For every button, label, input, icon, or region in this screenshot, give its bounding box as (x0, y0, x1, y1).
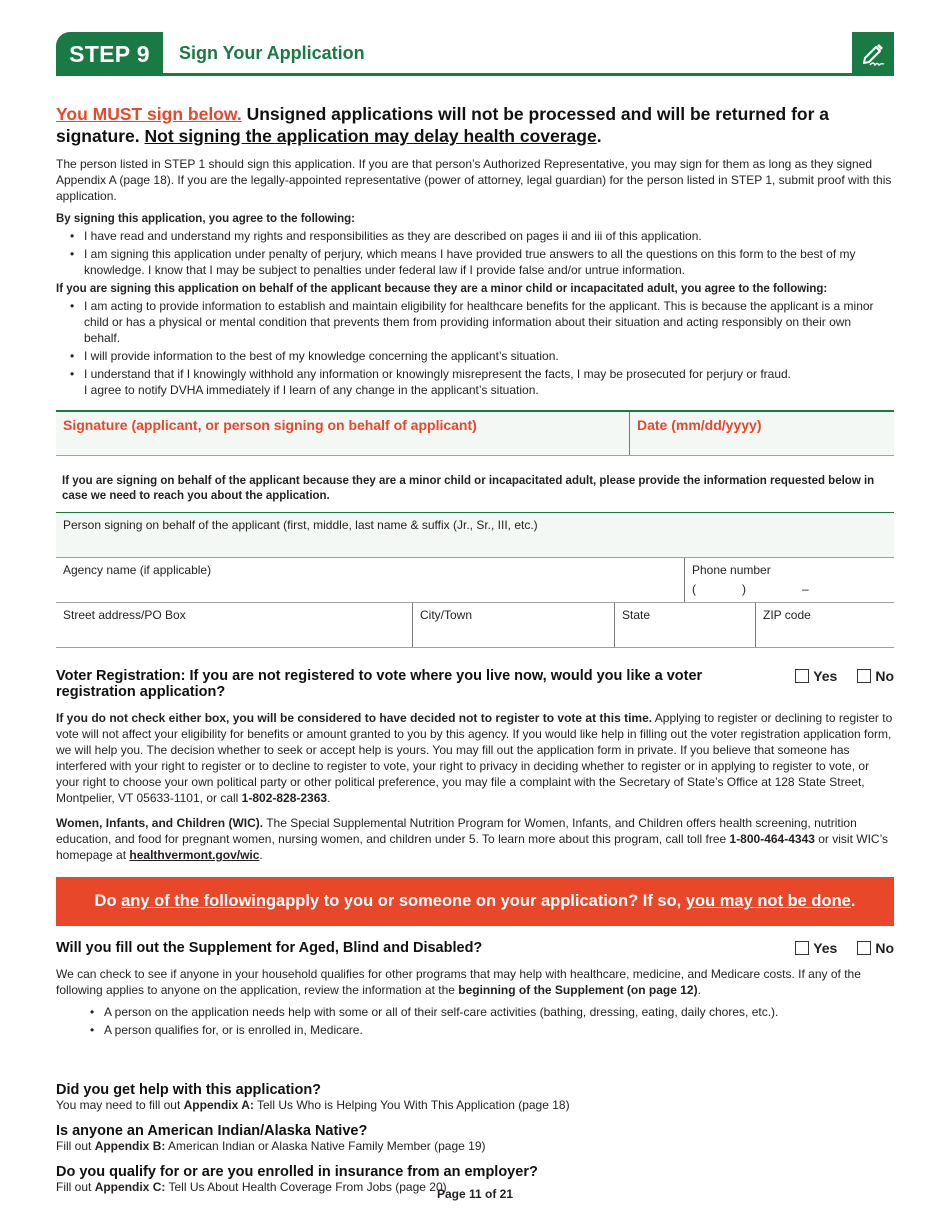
help-section (56, 1082, 894, 1195)
voter-yes-checkbox[interactable] (795, 669, 809, 683)
not-done-banner: Do any of the following apply to you or someone on your application? If so, you may not be done . (56, 877, 894, 926)
phone-label: Phone number (692, 563, 771, 577)
agree-lead: By signing this application, you agree to the following: (56, 213, 356, 225)
step-title: Sign Your Application (179, 43, 365, 63)
help-instruction: Fill out Appendix B: American Indian or Alaska Native Family Member (page 19) (56, 1139, 486, 1153)
page (56, 32, 894, 1195)
signature-box (56, 410, 894, 456)
phone-mask: ( ) – (692, 582, 809, 596)
help-instruction: You may need to fill out Appendix A: Tell Us Who is Helping You With This Application (page 18) (56, 1098, 570, 1112)
behalf-agree-list (56, 298, 894, 398)
list-item: • A person on the application needs help with some or all of their self-care activities (bathing, dressing, eating, daily chores, etc.). (56, 1004, 894, 1020)
supplement-no-option[interactable]: No (857, 940, 894, 956)
voter-question: Voter Registration: If you are not registered to vote where you live now, would you like a voter registration application? (56, 668, 703, 700)
voter-paragraph: If you do not check either box, you will be considered to have decided not to register to vote at this time. Applying to register or declining to register to vote will not affect your eligibility for benefits or amount granted to you by this agency. If you would like help in filling out the voter registration application form, we will help you. The decision whether to seek or accept help is yours. You may fill out the application form in private. If you believe that someone has interfered with your right to register or to decline to register to vote, your right to privacy in deciding whether to register or in applying to register to vote, or your right to choose your own political party or other political preference, you may file a complaint with the Secretary of State’s Office at 128 State Street, Montpelier, VT 05633-1101, or call 1-802-828-2363. (56, 711, 893, 805)
behalf-info-text: If you are signing on behalf of the applicant because they are a minor child or incapacitated adult, please provide the information requested below in case we need to reach you about the application. (62, 475, 875, 502)
supplement-question: Will you fill out the Supplement for Aged, Blind and Disabled? (56, 940, 483, 956)
list-item: • A person qualifies for, or is enrolled in, Medicare. (56, 1022, 894, 1038)
help-item (56, 1123, 894, 1154)
agency-row (56, 557, 894, 602)
help-question: Is anyone an American Indian/Alaska Native? (56, 1123, 368, 1139)
voter-yes-option[interactable]: Yes (795, 668, 837, 684)
person-row (56, 512, 894, 557)
list-item: • I will provide information to the best of my knowledge concerning the applicant’s situation. (56, 348, 894, 364)
date-field[interactable]: Date (mm/dd/yyyy) (637, 417, 762, 433)
must-sign-text: You MUST sign below. (56, 104, 242, 124)
supplement-yes-checkbox[interactable] (795, 941, 809, 955)
state-field[interactable]: State (614, 603, 755, 647)
agency-name-field[interactable]: Agency name (if applicable) (63, 563, 212, 577)
page-number: Page 11 of 21 (436, 1187, 514, 1201)
zip-code-field[interactable]: ZIP code (755, 603, 894, 647)
help-question: Do you qualify for or are you enrolled in insurance from an employer? (56, 1164, 538, 1180)
city-field[interactable]: City/Town (412, 603, 614, 647)
list-item: • I am acting to provide information to establish and maintain eligibility for healthcare benefits for the applicant. This is because the applicant is a minor child or has a physical or mental condition that prevents them from providing information about their situation and acting responsibly on their own behalf. (56, 298, 894, 346)
voter-options (795, 668, 894, 684)
help-item (56, 1082, 894, 1113)
voter-no-option[interactable]: No (857, 668, 894, 684)
help-question: Did you get help with this application? (56, 1082, 322, 1098)
step-badge: STEP 9 (56, 32, 163, 76)
street-address-field[interactable]: Street address/PO Box (63, 608, 186, 622)
list-item: • I understand that if I knowingly withhold any information or knowingly misrepresent the facts, I may be prosecuted for perjury or fraud. I agree to notify DVHA immediately if I learn of any change in the applicant’s situation. (56, 366, 894, 398)
signature-field[interactable]: Signature (applicant, or person signing on behalf of applicant) (56, 412, 630, 455)
intro-paragraph: The person listed in STEP 1 should sign this application. If you are that person’s Authorized Representative, you may sign for them as long as they signed Appendix A (page 18). If you are the legally-appointed representative (power of attorney, legal guardian) for the person listed in STEP 1, submit proof with this application. (56, 157, 892, 203)
supplement-paragraph: We can check to see if anyone in your household qualifies for other programs that may help with healthcare, medicine, and Medicare costs. If any of the following applies to anyone on the application, review the information at the beginning of the Supplement (on page 12). (56, 967, 861, 997)
help-instruction: Fill out Appendix C: Tell Us About Health Coverage From Jobs (page 20) (56, 1180, 447, 1194)
list-item: • I am signing this application under penalty of perjury, which means I have provided true answers to all the questions on this form to the best of my knowledge. I know that I may be subject to penalties under federal law if I provide false and/or untrue information. (56, 246, 894, 278)
signature-headline: You MUST sign below. Unsigned applications will not be processed and will be returned for a signature. Not signing the application may delay health coverage. (56, 104, 830, 146)
voter-question-row (56, 668, 894, 700)
phone-number-field[interactable] (684, 558, 894, 602)
pen-signature-icon (852, 32, 894, 73)
voter-no-checkbox[interactable] (857, 669, 871, 683)
step-header (56, 32, 894, 76)
list-item: • I have read and understand my rights and responsibilities as they are described on pages ii and iii of this application. (56, 228, 894, 244)
address-row (56, 602, 894, 648)
wic-link[interactable]: healthvermont.gov/wic (129, 848, 260, 862)
behalf-agree-lead: If you are signing this application on behalf of the applicant because they are a minor child or incapacitated adult, you agree to the following: (56, 283, 828, 295)
supplement-list (56, 1004, 894, 1038)
supplement-yes-option[interactable]: Yes (795, 940, 837, 956)
supplement-no-checkbox[interactable] (857, 941, 871, 955)
supplement-options (795, 940, 894, 956)
person-name-field[interactable]: Person signing on behalf of the applicant (first, middle, last name & suffix (Jr., Sr., III, etc.) (63, 518, 538, 532)
wic-paragraph: Women, Infants, and Children (WIC). The Special Supplemental Nutrition Program for Women, Infants, and Children offers health screening, nutrition education, and food for pregnant women, nursing women, and children under 5. To learn more about this program, call toll free 1-800-464-4343 or visit WIC’s homepage at healthvermont.gov/wic. (56, 816, 889, 862)
agree-list (56, 228, 894, 278)
supplement-question-row (56, 940, 894, 956)
